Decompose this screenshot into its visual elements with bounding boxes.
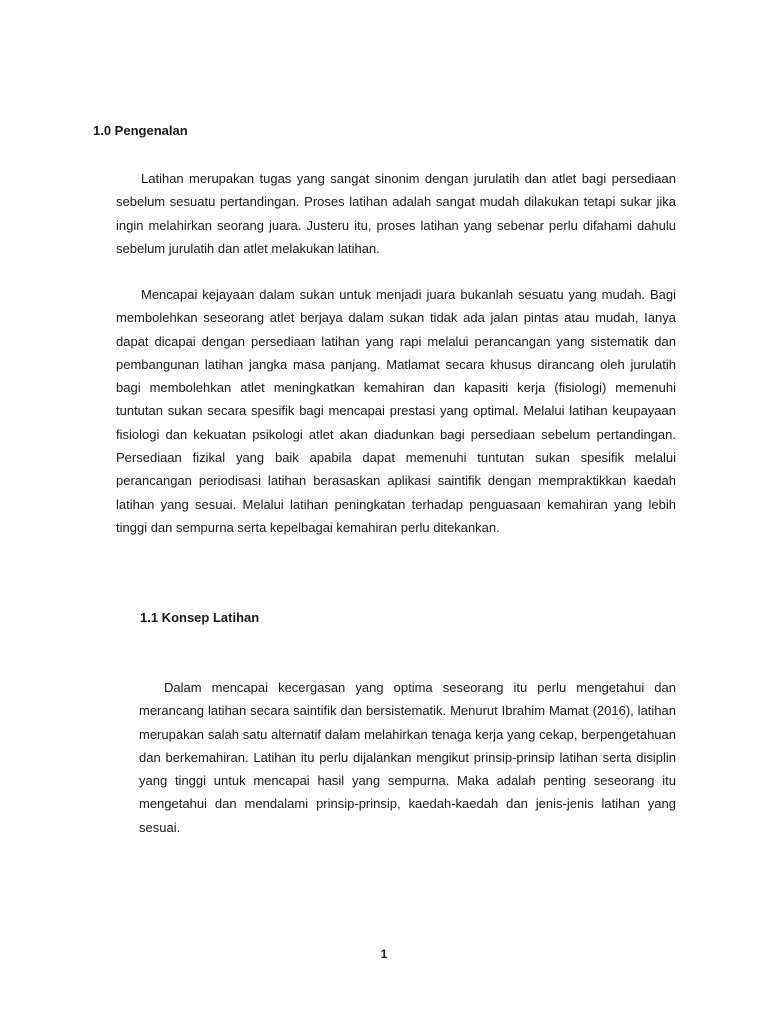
paragraph-konsep-latihan: Dalam mencapai kecergasan yang optima seseorang itu perlu mengetahui dan merancang latihan secara saintifik dan bersistematik. Menurut Ibrahim Mamat (2016), latihan merupakan salah satu alternatif dalam melahirkan tenaga kerja yang cekap, berpengetahuan dan berkemahiran. Latihan itu perlu dijalankan mengikut prinsip-prinsip latihan serta disiplin yang tinggi untuk mencapai hasil yang sempurna. Maka adalah penting seseorang itu mengetahui dan mendalami prinsip-prinsip, kaedah-kaedah dan jenis-jenis latihan yang sesuai. bbox=[139, 680, 676, 835]
section-heading-konsep-latihan: 1.1 Konsep Latihan bbox=[140, 610, 260, 625]
paragraph-latihan-intro: Latihan merupakan tugas yang sangat sinonim dengan jurulatih dan atlet bagi persediaan sebelum sesuatu pertandingan. Proses latihan adalah sangat mudah dilakukan tetapi sukar jika ingin melahirkan seorang juara. Justeru itu, proses latihan yang sebenar perlu difahami dahulu sebelum jurulatih dan atlet melakukan latihan. bbox=[116, 171, 676, 256]
paragraph-mencapai-kejayaan: Mencapai kejayaan dalam sukan untuk menjadi juara bukanlah sesuatu yang mudah. Bagi membolehkan seseorang atlet berjaya dalam sukan tidak ada jalan pintas atau mudah, Ianya dapat dicapai dengan persediaan latihan yang rapi melalui perancangan yang sistematik dan pembangunan latihan jangka masa panjang. Matlamat secara khusus dirancang oleh jurulatih bagi membolehkan atlet meningkatkan kemahiran dan kapasiti kerja (fisiologi) memenuhi tuntutan sukan secara spesifik bagi mencapai prestasi yang optimal. Melalui latihan keupayaan fisiologi dan kekuatan psikologi atlet akan diadunkan bagi persediaan sebelum pertandingan. Persediaan fizikal yang baik apabila dapat memenuhi tuntutan sukan spesifik melalui perancangan periodisasi latihan berasaskan aplikasi saintifik dengan mempraktikkan kaedah latihan yang sesuai. Melalui latihan peningkatan terhadap penguasaan kemahiran yang lebih tinggi dan sempurna serta kepelbagai kemahiran perlu ditekankan. bbox=[116, 287, 676, 535]
section-heading-pengenalan: 1.0 Pengenalan bbox=[93, 123, 188, 138]
page-number: 1 bbox=[380, 947, 388, 961]
